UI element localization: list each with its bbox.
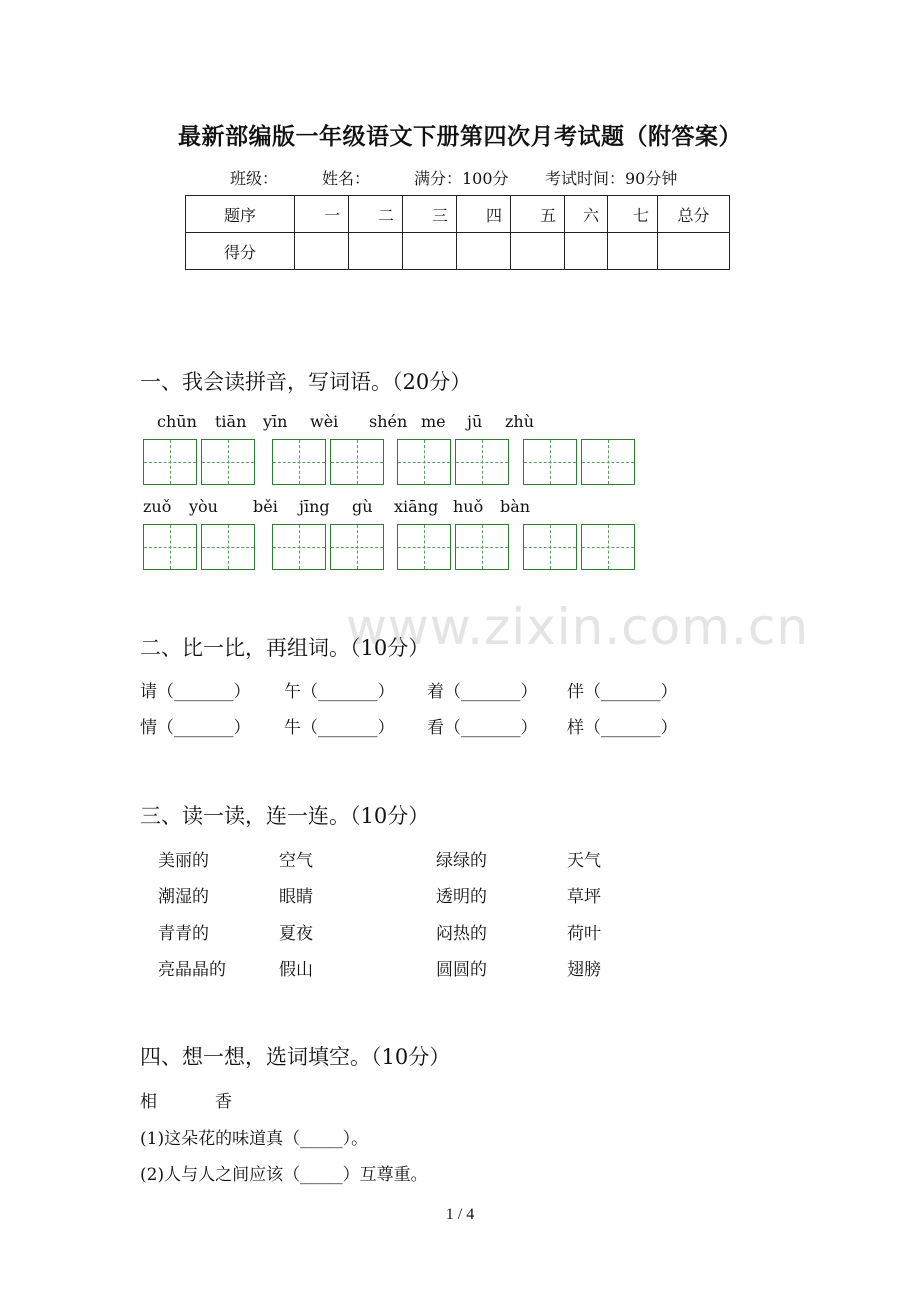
writing-box[interactable]: [272, 439, 326, 485]
match-word[interactable]: 绿绿的: [436, 851, 487, 871]
writing-box[interactable]: [581, 524, 635, 570]
score-cell[interactable]: [403, 233, 457, 270]
class-label: 班级：: [230, 169, 279, 188]
col-5: 五: [511, 196, 565, 233]
match-word[interactable]: 圆圆的: [436, 960, 487, 980]
score-table-score-row: [186, 233, 730, 270]
score-cell[interactable]: [511, 233, 565, 270]
fill-question[interactable]: (2)人与人之间应该（_____）互尊重。: [140, 1165, 428, 1185]
col-4: 四: [457, 196, 511, 233]
match-word[interactable]: 假山: [279, 960, 313, 980]
score-cell[interactable]: [349, 233, 403, 270]
name-label: 姓名：: [322, 169, 371, 188]
score-table: [185, 195, 730, 270]
compare-item[interactable]: 样（_______）: [567, 718, 678, 738]
compare-item[interactable]: 情（_______）: [140, 718, 251, 738]
section-2-heading: 二、比一比，再组词。（10分）: [140, 636, 430, 660]
pinyin: huǒ: [453, 497, 484, 516]
match-word[interactable]: 草坪: [567, 887, 601, 907]
compare-item[interactable]: 伴（_______）: [567, 682, 678, 702]
writing-box[interactable]: [581, 439, 635, 485]
pinyin: chūn: [157, 412, 197, 431]
writing-box[interactable]: [523, 524, 577, 570]
col-6: 六: [565, 196, 608, 233]
writing-box[interactable]: [397, 524, 451, 570]
match-word[interactable]: 闷热的: [436, 924, 487, 944]
pinyin: me: [421, 412, 446, 431]
section-3-heading: 三、读一读，连一连。（10分）: [140, 804, 430, 828]
compare-item[interactable]: 请（_______）: [140, 682, 251, 702]
col-1: 一: [295, 196, 349, 233]
writing-box[interactable]: [143, 439, 197, 485]
match-word[interactable]: 眼睛: [279, 887, 313, 907]
pinyin: shén: [369, 412, 408, 431]
pinyin: jīng: [299, 497, 330, 516]
col-3: 三: [403, 196, 457, 233]
col-total: 总分: [658, 196, 730, 233]
page-number: 1 / 4: [445, 1206, 475, 1223]
page-title: 最新部编版一年级语文下册第四次月考试题（附答案）: [178, 123, 742, 150]
pinyin: běi: [253, 497, 278, 516]
match-word[interactable]: 天气: [567, 851, 601, 871]
pinyin: xiāng: [394, 497, 439, 516]
col-2: 二: [349, 196, 403, 233]
pinyin: yīn: [263, 412, 288, 431]
match-word[interactable]: 潮湿的: [158, 887, 209, 907]
compare-item[interactable]: 牛（_______）: [284, 718, 395, 738]
match-word[interactable]: 空气: [279, 851, 313, 871]
writing-box[interactable]: [523, 439, 577, 485]
section-1-heading: 一、我会读拼音，写词语。（20分）: [140, 370, 472, 394]
score-cell-total[interactable]: [658, 233, 730, 270]
row-label-order: 题序: [186, 196, 295, 233]
pinyin: zuǒ: [143, 497, 172, 516]
match-word[interactable]: 美丽的: [158, 851, 209, 871]
match-word[interactable]: 荷叶: [567, 924, 601, 944]
writing-box[interactable]: [455, 439, 509, 485]
match-word[interactable]: 翅膀: [567, 960, 601, 980]
pinyin: tiān: [215, 412, 247, 431]
match-word[interactable]: 透明的: [436, 887, 487, 907]
writing-box[interactable]: [201, 439, 255, 485]
pinyin: yòu: [189, 497, 218, 516]
writing-box[interactable]: [272, 524, 326, 570]
match-word[interactable]: 青青的: [158, 924, 209, 944]
pinyin: wèi: [310, 412, 339, 431]
score-cell[interactable]: [457, 233, 511, 270]
writing-box[interactable]: [330, 439, 384, 485]
writing-box[interactable]: [201, 524, 255, 570]
writing-box[interactable]: [143, 524, 197, 570]
pinyin: bàn: [500, 497, 531, 516]
section-4-heading: 四、想一想，选词填空。（10分）: [140, 1045, 451, 1069]
compare-item[interactable]: 午（_______）: [284, 682, 395, 702]
score-cell[interactable]: [565, 233, 608, 270]
col-7: 七: [608, 196, 658, 233]
word-choice: 香: [215, 1092, 232, 1112]
match-word[interactable]: 夏夜: [279, 924, 313, 944]
writing-box[interactable]: [330, 524, 384, 570]
pinyin: zhù: [505, 412, 535, 431]
full-score-label: 满分：100分: [414, 169, 509, 188]
writing-box[interactable]: [397, 439, 451, 485]
pinyin: jū: [467, 412, 483, 431]
score-table-header-row: [186, 196, 730, 233]
writing-box[interactable]: [455, 524, 509, 570]
pinyin: gù: [352, 497, 373, 516]
row-label-score: 得分: [186, 233, 295, 270]
score-cell[interactable]: [608, 233, 658, 270]
fill-question[interactable]: (1)这朵花的味道真（_____）。: [140, 1129, 369, 1149]
compare-item[interactable]: 着（_______）: [427, 682, 538, 702]
exam-time-label: 考试时间：90分钟: [545, 169, 678, 188]
word-choice: 相: [140, 1092, 157, 1112]
match-word[interactable]: 亮晶晶的: [158, 960, 226, 980]
score-cell[interactable]: [295, 233, 349, 270]
compare-item[interactable]: 看（_______）: [427, 718, 538, 738]
watermark: www.zixin.com.cn: [346, 598, 810, 656]
